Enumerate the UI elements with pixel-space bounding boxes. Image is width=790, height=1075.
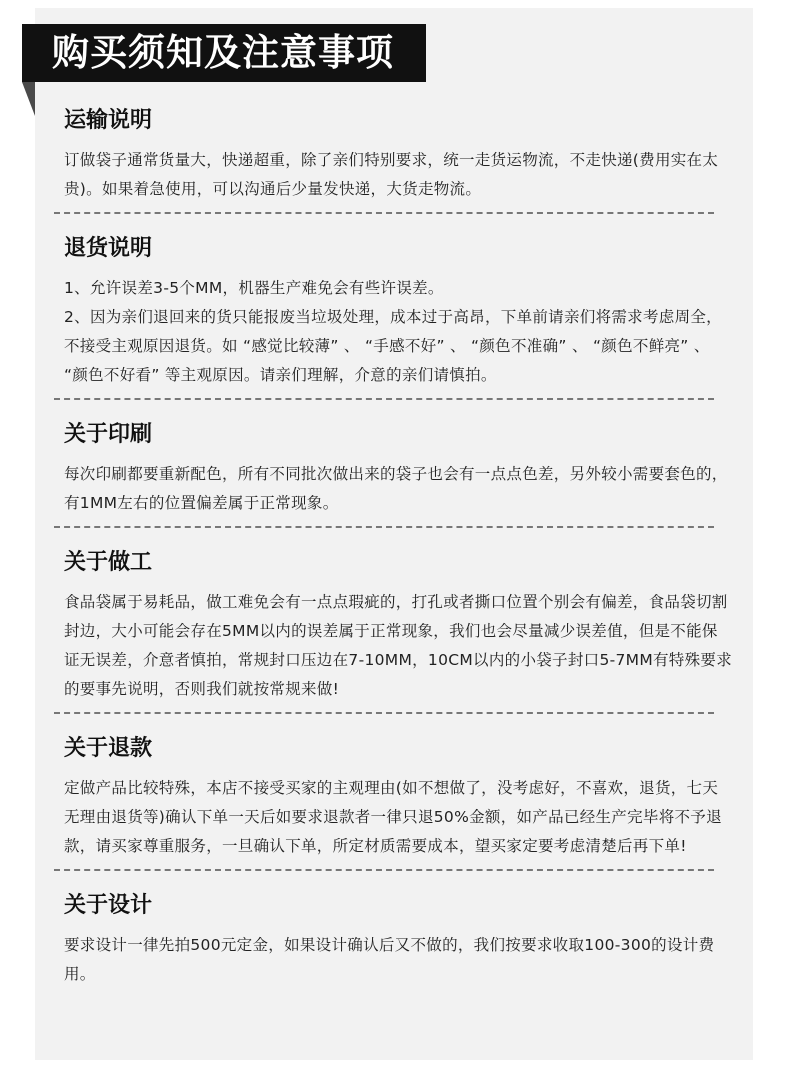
- notice-content: [64, 96, 732, 989]
- section-returns: [64, 224, 732, 390]
- page-title-banner: 购买须知及注意事项: [22, 24, 426, 82]
- dashed-divider: [54, 398, 714, 400]
- dashed-divider: [54, 712, 714, 714]
- dashed-divider: [54, 526, 714, 528]
- dashed-divider: [54, 212, 714, 214]
- section-shipping: [64, 96, 732, 204]
- section-refunds: [64, 724, 732, 861]
- section-title: 关于设计: [64, 893, 153, 918]
- section-paragraph: 要求设计一律先拍500元定金，如果设计确认后又不做的，我们按要求收取100-300的设计费用。: [64, 936, 715, 983]
- banner-fold-decoration: [22, 82, 35, 116]
- section-design: [64, 881, 732, 989]
- section-title: 关于做工: [64, 550, 153, 575]
- section-paragraph: 食品袋属于易耗品，做工难免会有一点点瑕疵的，打孔或者撕口位置个别会有偏差，食品袋切割封边，大小可能会存在5MM以内的误差属于正常现象，我们也会尽量减少误差值，但是不能保证无误差，介意者慎拍，常规封口压边在7-10MM，10CM以内的小袋子封口5-7MM有特殊要求的要事先说明，否则我们就按常规来做!: [64, 593, 733, 698]
- section-paragraph: 每次印刷都要重新配色，所有不同批次做出来的袋子也会有一点点色差，另外较小需要套色的，有1MM左右的位置偏差属于正常现象。: [64, 465, 728, 512]
- section-printing: [64, 410, 732, 518]
- section-paragraph: 2、因为亲们退回来的货只能报废当垃圾处理，成本过于高昂，下单前请亲们将需求考虑周全，不接受主观原因退货。如 “感觉比较薄” 、 “手感不好” 、 “颜色不准确” 、 “颜色不鲜亮” 、 “颜色不好看” 等主观原因。请亲们理解，介意的亲们请慎拍。: [64, 308, 722, 384]
- section-paragraph: 定做产品比较特殊，本店不接受买家的主观理由(如不想做了，没考虑好，不喜欢，退货，七天无理由退货等)确认下单一天后如要求退款者一律只退50%金额，如产品已经生产完毕将不予退款，请买家尊重服务，一旦确认下单，所定材质需要成本，望买家定要考虑清楚后再下单!: [64, 779, 722, 855]
- section-workmanship: [64, 538, 732, 704]
- section-title: 关于退款: [64, 736, 153, 761]
- dashed-divider: [54, 869, 714, 871]
- section-paragraph: 1、允许误差3-5个MM，机器生产难免会有些许误差。: [64, 279, 444, 297]
- section-title: 退货说明: [64, 236, 153, 261]
- section-title: 运输说明: [64, 108, 153, 133]
- section-title: 关于印刷: [64, 422, 153, 447]
- section-paragraph: 订做袋子通常货量大，快递超重，除了亲们特别要求，统一走货运物流，不走快递(费用实在太贵)。如果着急使用，可以沟通后少量发快递，大货走物流。: [64, 151, 719, 198]
